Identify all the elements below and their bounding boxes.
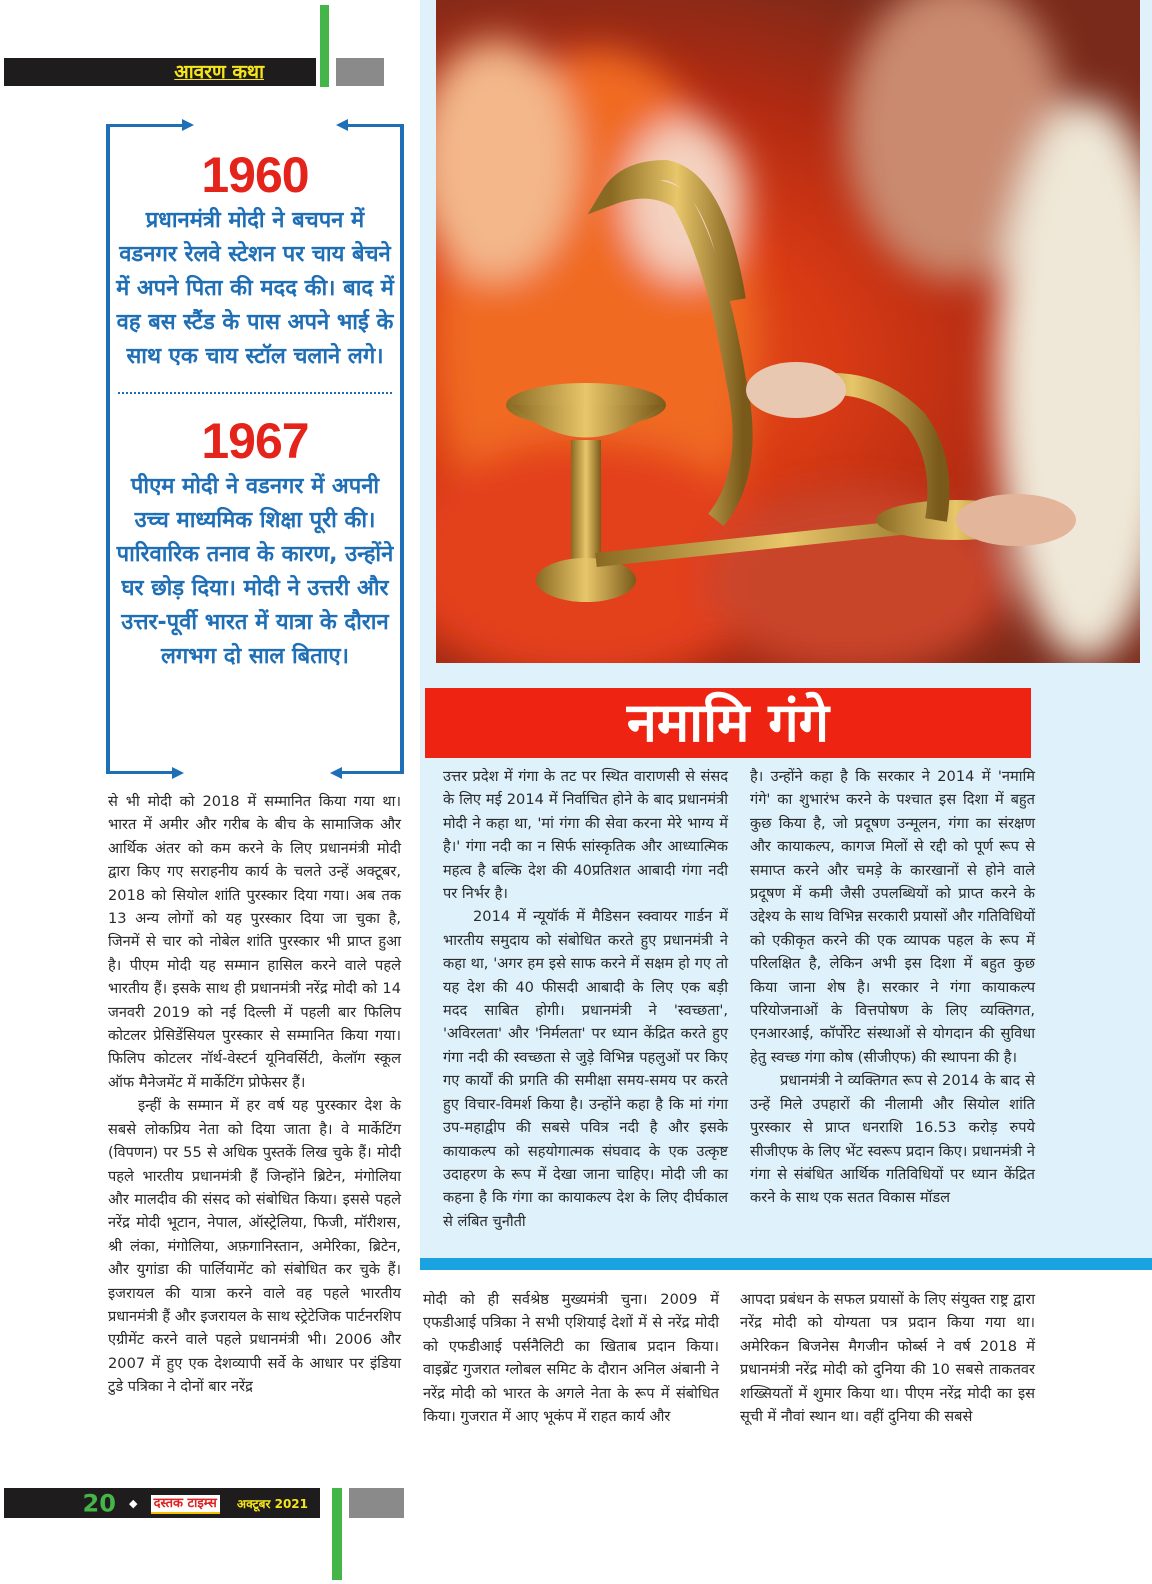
box-title-text: नमामि गंगे bbox=[626, 691, 830, 754]
accent-bar-top bbox=[320, 5, 329, 87]
paragraph: उत्तर प्रदेश में गंगा के तट पर स्थित वाराणसी से संसद के लिए मई 2014 में निर्वाचित होने के बाद प्रधानमंत्री मोदी ने कहा था, 'मां गंगा की सेवा करना मेरे भाग्य में है।' गंगा नदी का न सिर्फ सांस्कृतिक और आध्यात्मिक महत्व है बल्कि देश की 40प्रतिशत आबादी गंगा नदी पर निर्भर है। bbox=[443, 768, 728, 903]
article-bottom-right bbox=[740, 1288, 1035, 1428]
timeline-text: प्रधानमंत्री मोदी ने बचपन में वडनगर रेलवे स्टेशन पर चाय बेचने में अपने पिता की मदद की। बाद में वह बस स्टैंड के पास अपने भाई के साथ एक चाय स्टॉल चलाने लगे। bbox=[116, 208, 394, 369]
timeline-box bbox=[106, 124, 404, 774]
timeline-text: पीएम मोदी ने वडनगर में अपनी उच्च माध्यमिक शिक्षा पूरी की। पारिवारिक तनाव के कारण, उन्होंने घर छोड़ दिया। मोदी ने उत्तरी और उत्तर-पूर्वी भारत में यात्रा के दौरान लगभग दो साल बिताए। bbox=[116, 474, 394, 669]
paragraph: मोदी को ही सर्वश्रेष्ठ मुख्यमंत्री चुना। 2009 में एफडीआई पत्रिका ने सभी एशियाई देशों में से नरेंद्र मोदी को एफडीआई पर्सनैलिटी का खिताब प्रदान किया। वाइब्रेंट गुजरात ग्लोबल समिट के दौरान अनिल अंबानी ने नरेंद्र मोदी को भारत के अगले नेता के रूप में संबोधित किया। गुजरात में आए भूकंप में राहत कार्य और bbox=[423, 1291, 719, 1426]
paragraph: इन्हीं के सम्मान में हर वर्ष यह पुरस्कार देश के सबसे लोकप्रिय नेता को दिया जाता है। वे मार्केटिंग (विपणन) पर 55 से अधिक पुस्तकें लिख चुके हैं। मोदी पहले भारतीय प्रधानमंत्री हैं जिन्होंने ब्रिटेन, मंगोलिया और मालदीव की संसद को संबोधित किया। इससे पहले नरेंद्र मोदी भूटान, नेपाल, ऑस्ट्रेलिया, फिजी, मॉरीशस, श्री लंका, मंगोलिया, अफ़गानिस्तान, अमेरिका, ब्रिटेन, और युगांडा की पार्लियामेंट को संबोधित कर चुके हैं। इजरायल की यात्रा करने वाले वह पहले भारतीय प्रधानमंत्री हैं और इजरायल के साथ स्ट्रेटेजिक पार्टनरशिप एग्रीमेंट करने वाले पहले प्रधानमंत्री भी। 2006 और 2007 में हुए एक देशव्यापी सर्वे के आधार पर इंडिया टुडे पत्रिका ने दोनों बार नरेंद्र bbox=[108, 1097, 401, 1396]
page-number: 20 bbox=[82, 1489, 116, 1518]
box-column-2 bbox=[750, 765, 1035, 1210]
footer-bar bbox=[4, 1488, 320, 1518]
box-title bbox=[425, 688, 1031, 758]
section-header-bar bbox=[4, 58, 316, 86]
paragraph: से भी मोदी को 2018 में सम्मानित किया गया था। भारत में अमीर और गरीब के बीच के सामाजिक और आर्थिक अंतर को कम करने के लिए प्रधानमंत्री मोदी द्वारा किए गए सराहनीय कार्य के चलते उन्हें अक्टूबर, 2018 को सियोल शांति पुरस्कार दिया गया। अब तक 13 अन्य लोगों को यह पुरस्कार दिया जा चुका है, जिनमें से चार को नोबेल शांति पुरस्कार भी प्राप्त हुआ है। पीएम मोदी यह सम्मान हासिल करने वाले पहले भारतीय हैं। इसके साथ ही प्रधानमंत्री नरेंद्र मोदी को 14 जनवरी 2019 को नई दिल्ली में पहली बार फिलिप कोटलर प्रेसिडेंसियल पुरस्कार से सम्मानित किया गया। फिलिप कोटलर नॉर्थ-वेस्टर्न यूनिवर्सिटी, केलॉग स्कूल ऑफ मैनेजमेंट में मार्केटिंग प्रोफेसर हैं। bbox=[108, 793, 401, 1091]
paragraph: प्रधानमंत्री ने व्यक्तिगत रूप से 2014 के बाद से उन्हें मिले उपहारों की नीलामी और सियोल शांति पुरस्कार से प्राप्त धनराशि 16.53 करोड़ रुपये सीजीएफ के लिए भेंट स्वरूप प्रदान किए। प्रधानमंत्री ने गंगा से संबंधित आर्थिक गतिविधियों पर ध्यान केंद्रित करने के साथ एक सतत विकास मॉडल bbox=[750, 1072, 1035, 1207]
timeline-year: 1960 bbox=[201, 147, 309, 203]
article-left-column bbox=[108, 790, 401, 1399]
footer-gray-block bbox=[349, 1488, 404, 1518]
divider bbox=[118, 392, 392, 394]
paragraph: है। उन्होंने कहा है कि सरकार ने 2014 में 'नमामि गंगे' का शुभारंभ करने के पश्चात इस दिशा में बहुत कुछ किया है, जो प्रदूषण उन्मूलन, गंगा का संरक्षण और कायाकल्प, कागज मिलों से रद्दी को पूर्ण रूप से समाप्त करने और चमड़े के कारखानों से होने वाले प्रदूषण में कमी जैसी उपलब्धियों को प्राप्त करने के उद्देश्य के साथ विभिन्न सरकारी प्रयासों और गतिविधियों को एकीकृत करने की एक व्यापक पहल के रूप में परिलक्षित है, लेकिन अभी इस दिशा में बहुत कुछ किया जाना शेष है। सरकार ने गंगा कायाकल्प परियोजनाओं के वित्तपोषण के लिए व्यक्तिगत, एनआरआई, कॉर्पोरेट संस्थाओं से योगदान की सुविधा हेतु स्वच्छ गंगा कोष (सीजीएफ) की स्थापना की है। bbox=[750, 768, 1035, 1066]
separator: ◆ bbox=[129, 1496, 138, 1510]
section-label: आवरण कथा bbox=[174, 61, 264, 83]
panel-bottom-bar bbox=[420, 1258, 1152, 1270]
box-column-1 bbox=[443, 765, 728, 1233]
magazine-logo: दस्तक टाइम्स bbox=[151, 1495, 220, 1514]
timeline-year: 1967 bbox=[201, 413, 309, 469]
paragraph: 2014 में न्यूयॉर्क में मैडिसन स्क्वायर गार्डन में भारतीय समुदाय को संबोधित करते हुए प्रधानमंत्री ने कहा था, 'अगर हम इसे साफ करने में सक्षम हो गए तो यह देश की 40 फीसदी आबादी के लिए एक बड़ी मदद साबित होगी। प्रधानमंत्री ने 'स्वच्छता', 'अविरलता' और 'निर्मलता' पर ध्यान केंद्रित करते हुए गंगा नदी की स्वच्छता से जुड़े विभिन्न पहलुओं पर किए गए कार्यों की प्रगति की समीक्षा समय-समय पर करते हुए विचार-विमर्श किया है। उन्होंने कहा है कि मां गंगा उप-महाद्वीप की सबसे पवित्र नदी है और इसके कायाकल्प को सहयोगात्मक संघवाद के एक उत्कृष्ट उदाहरण के रूप में देखा जाना चाहिए। मोदी जी का कहना है कि गंगा का कायाकल्प देश के लिए दीर्घकाल से लंबित चुनौती bbox=[443, 908, 728, 1230]
accent-bar-bottom bbox=[332, 1488, 342, 1580]
header-gray-block bbox=[336, 58, 384, 86]
article-bottom-middle bbox=[423, 1288, 719, 1428]
ganga-aarti-photo bbox=[436, 0, 1140, 663]
issue-date: अक्टूबर 2021 bbox=[236, 1496, 308, 1511]
paragraph: आपदा प्रबंधन के सफल प्रयासों के लिए संयुक्त राष्ट्र द्वारा नरेंद्र मोदी को योग्यता पत्र प्रदान किया गया था। अमेरिकन बिजनेस मैगजीन फोर्ब्स ने वर्ष 2018 में प्रधानमंत्री नरेंद्र मोदी को दुनिया की 10 सबसे ताकतवर शख्सियतों में शुमार किया था। पीएम नरेंद्र मोदी का इस सूची में नौवां स्थान था। वहीं दुनिया की सबसे bbox=[740, 1291, 1035, 1426]
